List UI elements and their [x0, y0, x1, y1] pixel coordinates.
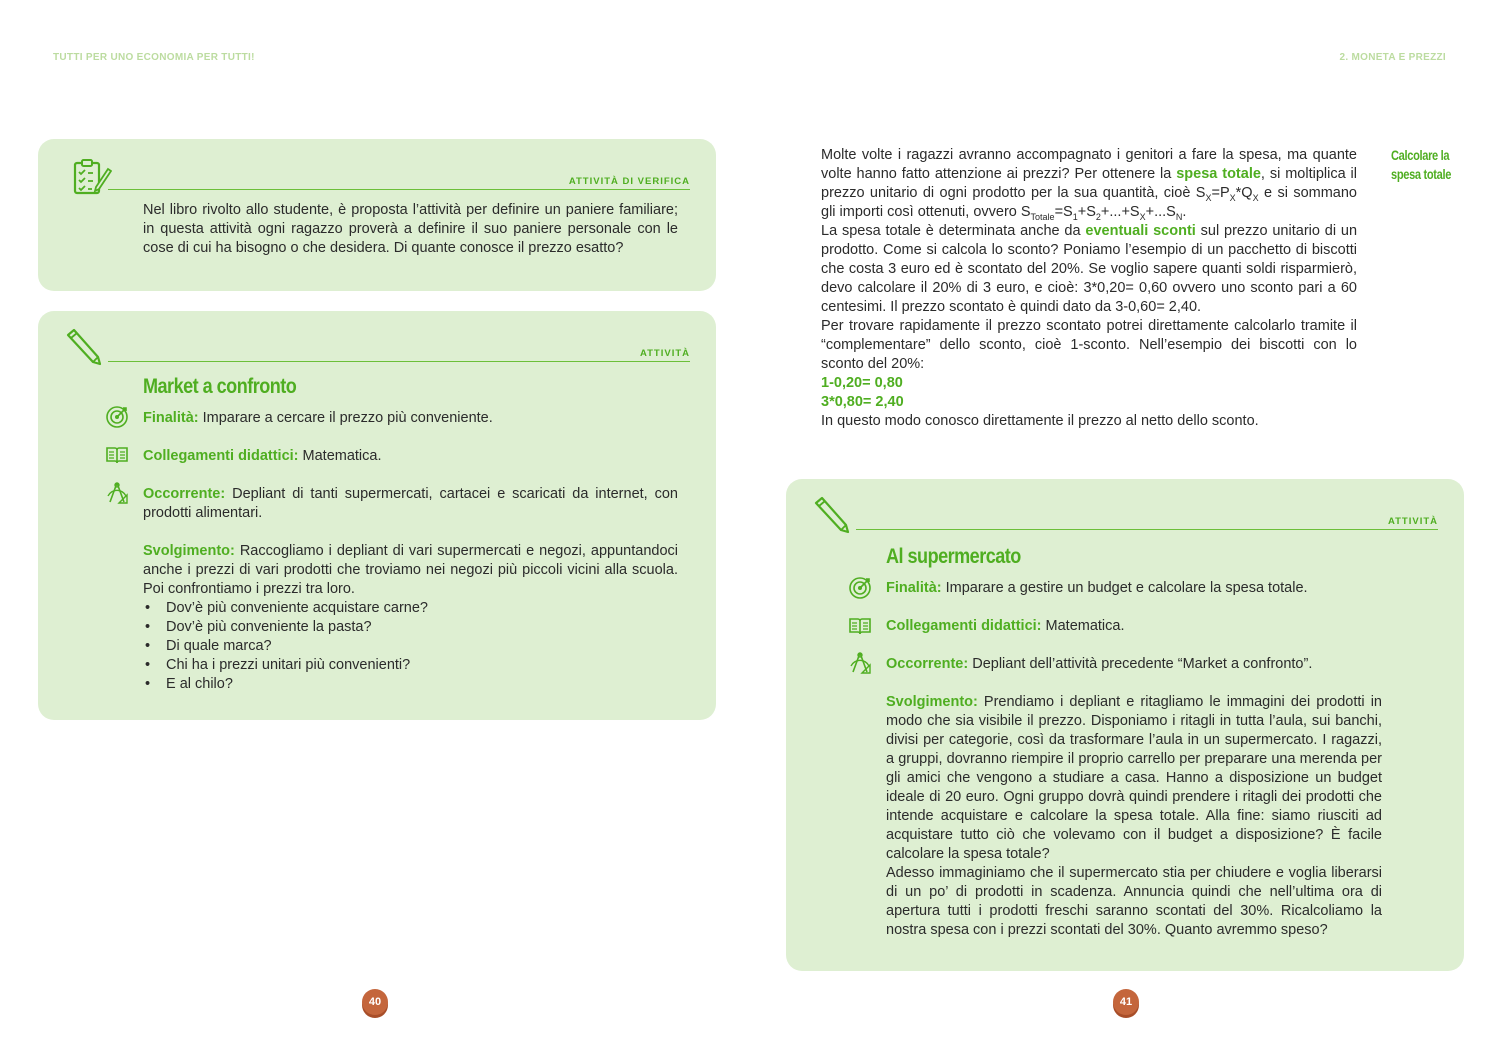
svolgimento-row	[886, 693, 1382, 864]
section-rule	[856, 529, 1438, 530]
highlight-term: eventuali sconti	[1085, 223, 1196, 239]
question-list	[143, 599, 678, 694]
list-item: • Di quale marca?	[143, 637, 678, 656]
highlight-term: spesa totale	[1176, 166, 1261, 182]
running-header-left: TUTTI PER UNO ECONOMIA PER TUTTI!	[53, 52, 255, 63]
collegamenti-text: Matematica.	[298, 448, 382, 464]
market-box	[38, 311, 716, 720]
page-number-right: 41	[1113, 989, 1139, 1015]
finalita-text: Imparare a gestire un budget e calcolare la spesa totale.	[941, 580, 1308, 596]
page-number-left: 40	[362, 989, 388, 1015]
paragraph	[821, 222, 1357, 317]
list-item: • Dov’è più conveniente la pasta?	[143, 618, 678, 637]
occorrente-text: Depliant dell’attività precedente “Market a confronto”.	[968, 656, 1313, 672]
text-run: , si moltiplica il prezzo unitario di ogni prodotto per la sua quantità, cioè S	[821, 166, 1357, 201]
activity-title: Market a confronto	[143, 375, 297, 398]
running-header-right: 2. MONETA E PREZZI	[1339, 52, 1446, 63]
target-icon	[105, 405, 129, 429]
list-item: • E al chilo?	[143, 675, 678, 694]
svolgimento-continued: Adesso immaginiamo che il supermercato stia per chiudere e voglia liberarsi di un po’ di prodotti in scadenza. Annuncia quindi che nell’ultima ora di apertura tutti i prodotti freschi saranno scontati del 30%. Ricalcoliamo la nostra spesa con i prezzi scontati del 30%. Quanto avremmo speso?	[886, 865, 1382, 938]
occorrente-label: Occorrente:	[886, 656, 969, 672]
list-item: • Dov’è più conveniente acquistare carne?	[143, 599, 678, 618]
svolgimento-row	[143, 542, 678, 599]
occorrente-text: Depliant di tanti supermercati, cartacei e scaricati da internet, con prodotti alimentari.	[143, 486, 678, 521]
section-rule	[108, 189, 690, 190]
svolgimento-text: Prendiamo i depliant e ritagliamo le immagini dei prodotti in modo che sia visibile il prezzo. Disponiamo i ritagli in tutta l’aula, sui banchi, divisi per categorie, così da trasformare l’aula in un supermercato. I ragazzi, a gruppi, dovranno riempire il proprio carrello per preparare una merenda per gli amici che vengono a studiare a casa. Hanno a disposizione un budget ideale di 20 euro. Ogni gruppo dovrà quindi prendere i ritagli dei prodotti che intende acquistare e calcolare la spesa totale. Alla fine: siamo riusciti ad acquistare tutto ciò che volevamo con il budget a disposizione? È facile calcolare la spesa totale?	[886, 694, 1382, 862]
text-run: La spesa totale è determinata anche da	[821, 223, 1086, 239]
target-icon	[848, 576, 872, 600]
book-icon	[848, 614, 872, 638]
finalita-row	[143, 409, 493, 428]
main-text	[821, 146, 1357, 431]
finalita-row	[886, 579, 1308, 598]
text-run: sul prezzo unitario di un prodotto. Come si calcola lo sconto? Poniamo l’esempio di un pacchetto di biscotti che costa 3 euro ed è scontato del 20%. Se voglio sapere quanti soldi risparmierò, devo calcolare il 20% di 3 euro, e cioè: 3*0,20= 0,60 ovvero uno sconto pari a 60 centesimi. Il prezzo scontato è quindi dato da 3-0,60= 2,40.	[821, 223, 1358, 315]
collegamenti-label: Collegamenti didattici:	[886, 618, 1042, 634]
pencil-icon	[812, 495, 852, 535]
list-item: • Chi ha i prezzi unitari più convenienti?	[143, 656, 678, 675]
formula: 3*0,80= 2,40	[821, 394, 904, 410]
verifica-box	[38, 139, 716, 291]
section-tag: ATTIVITÀ DI VERIFICA	[568, 176, 690, 187]
tools-icon	[105, 481, 129, 505]
collegamenti-row	[886, 617, 1125, 636]
finalita-text: Imparare a cercare il prezzo più conveniente.	[198, 410, 493, 426]
supermercato-box	[786, 479, 1464, 971]
collegamenti-text: Matematica.	[1041, 618, 1125, 634]
occorrente-row	[143, 485, 678, 523]
book-icon	[105, 443, 129, 467]
finalita-label: Finalità:	[143, 410, 199, 426]
occorrente-label: Occorrente:	[143, 486, 226, 502]
text-run: Molte volte i ragazzi avranno accompagnato i genitori a fare la spesa, ma quante volte hanno fatto attenzione ai prezzi? Per ottenere la	[821, 147, 1357, 182]
collegamenti-row	[143, 447, 382, 466]
section-rule	[108, 361, 690, 362]
checklist-icon	[72, 157, 112, 197]
occorrente-row	[886, 655, 1312, 674]
section-tag: ATTIVITÀ	[639, 348, 690, 359]
formula: 1-0,20= 0,80	[821, 375, 903, 391]
pencil-icon	[64, 327, 104, 367]
paragraph: In questo modo conosco direttamente il prezzo al netto dello sconto.	[821, 413, 1259, 429]
svolgimento-label: Svolgimento:	[886, 694, 978, 710]
svolgimento-label: Svolgimento:	[143, 543, 235, 559]
collegamenti-label: Collegamenti didattici:	[143, 448, 299, 464]
paragraph: Per trovare rapidamente il prezzo scontato potrei direttamente calcolarlo tramite il “complementare” dello sconto, cioè 1-sconto. Nell’esempio dei biscotti con lo sconto del 20%:	[821, 318, 1357, 372]
svolgimento-text: Raccogliamo i depliant di vari supermercati e negozi, appuntandoci anche i prezzi di vari prodotti che troviamo nei negozi più piccoli vicini alla scuola. Poi confrontiamo i prezzi tra loro.	[143, 543, 678, 597]
verifica-text: Nel libro rivolto allo studente, è proposta l’attività per definire un paniere familiare; in questa attività ogni ragazzo proverà a definire il suo paniere personale con le cose di cui ha bisogno o che desidera. Di quante conosce il prezzo esatto?	[143, 202, 678, 256]
text-run: e si sommano gli importi così ottenuti, ovvero S	[821, 185, 1357, 220]
paragraph: Molte volte i ragazzi avranno accompagnato i genitori a fare la spesa, ma quante volte hanno fatto attenzione ai prezzi? Per ottenere la spesa totale, si moltiplica il prezzo unitario di ogni prodotto per la sua quantità, cioè $S_X=P_X*Q_X$ e si sommano gli importi così ottenuti, ovvero $S_{Totale}=S_1+S_2+...+S_X+...S_N$.	[821, 147, 1357, 222]
side-note: Calcolare la spesa totale	[1391, 148, 1452, 182]
activity-title: Al supermercato	[886, 545, 1021, 568]
finalita-label: Finalità:	[886, 580, 942, 596]
tools-icon	[848, 651, 872, 675]
section-tag: ATTIVITÀ	[1387, 516, 1438, 527]
